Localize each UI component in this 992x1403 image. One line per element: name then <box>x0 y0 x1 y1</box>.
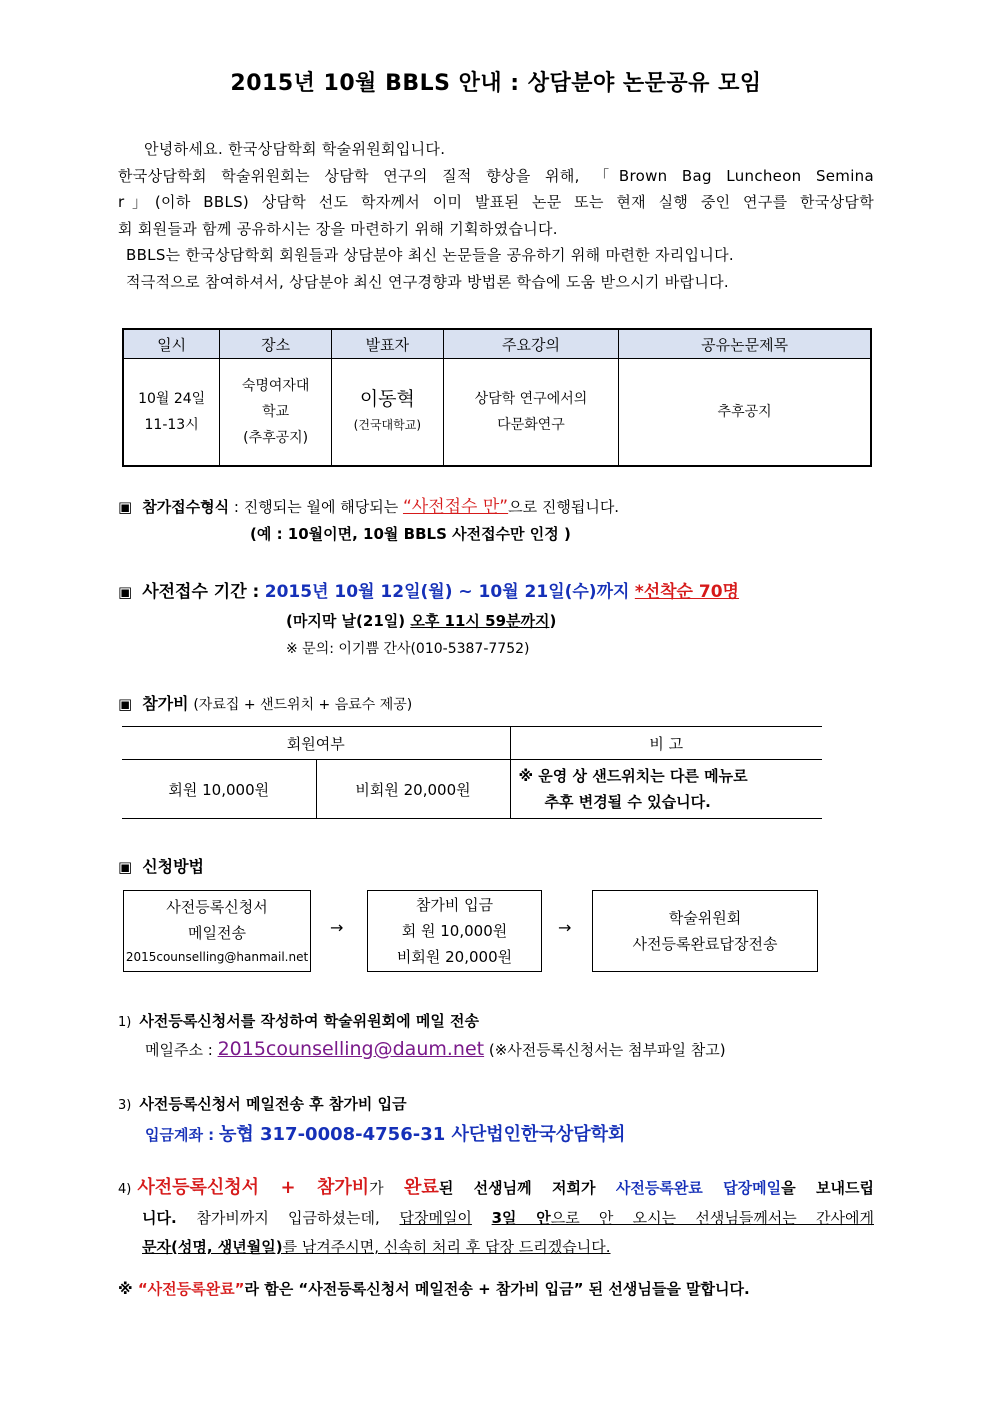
remark-line: ※ 운영 상 샌드위치는 다른 메뉴로 <box>518 767 748 785</box>
step-number: 4) <box>118 1182 132 1197</box>
flow-line: 사전등록신청서 <box>166 898 268 916</box>
schedule-table <box>122 328 872 467</box>
presenter-affiliation: (건국대학교) <box>353 418 421 432</box>
footer-mark: ※ <box>118 1280 133 1298</box>
reg-period-dates: 2015년 10월 12일(월) ~ 10월 21일(수)까지 <box>264 582 630 602</box>
header-membership: 회원여부 <box>122 727 510 760</box>
deadline-text: (마지막 날(21일) <box>286 612 411 630</box>
cell-date <box>123 359 220 467</box>
step4-highlight: 3일 안 <box>491 1209 551 1227</box>
header-place: 장소 <box>220 329 332 359</box>
fee-header-row <box>122 727 822 760</box>
apply-label: 신청방법 <box>142 857 205 876</box>
step4-highlight: 문자(성명, 생년월일) <box>142 1238 283 1256</box>
reg-period-limit: *선착순 70명 <box>634 582 739 602</box>
time-line: 11-13시 <box>144 417 199 433</box>
cell-paper: 추후공지 <box>619 359 871 467</box>
contact-info: ※ 문의: 이기쁨 간사(010-5387-7752) <box>286 641 530 657</box>
mail-note: (※사전등록신청서는 첨부파일 참고) <box>488 1041 726 1059</box>
flow-step-payment <box>367 890 542 972</box>
footer-text: 라 함은 “사전등록신청서 메일전송 + 참가비 입금” 된 선생님들을 말합니다. <box>244 1280 750 1298</box>
header-lecture: 주요강의 <box>443 329 619 359</box>
remark-line: 추후 변경될 수 있습니다. <box>544 793 711 811</box>
fee-note: (자료집 + 샌드위치 + 음료수 제공) <box>193 697 413 713</box>
intro-line: BBLS는 한국상담학회 회원들과 상담분야 최신 논문들을 공유하기 위해 마련한 자리입니다. <box>126 246 734 264</box>
apply-section <box>118 854 204 877</box>
header-presenter: 발표자 <box>331 329 443 359</box>
step4-text: 를 남겨주시면, 신속히 처리 후 답장 드리겠습니다. <box>282 1238 611 1256</box>
fee-table <box>122 726 822 819</box>
step-4 <box>118 1173 874 1262</box>
flow-email: 2015counselling@hanmail.net <box>125 950 309 964</box>
step-number: 1) <box>118 1015 132 1030</box>
step-3 <box>118 1093 407 1114</box>
mail-label: 메일주소 : <box>145 1041 213 1059</box>
step4-highlight: 완료 <box>404 1177 439 1198</box>
lecture-line: 다문화연구 <box>497 417 565 433</box>
reg-format-label: 참가접수형식 <box>142 498 230 516</box>
step-text: 사전등록신청서 메일전송 후 참가비 입금 <box>139 1095 407 1113</box>
fee-member: 회원 10,000원 <box>122 760 316 819</box>
step4-text: 참가비까지 입금하셨는데, <box>196 1209 380 1227</box>
flow-line: 사전등록완료답장전송 <box>632 935 778 953</box>
flow-line: 참가비 입금 <box>415 896 494 914</box>
header-paper: 공유논문제목 <box>619 329 871 359</box>
fee-label: 참가비 <box>142 694 189 713</box>
step4-text: 답장메일이 <box>399 1209 472 1227</box>
step4-text: 가 <box>369 1179 384 1197</box>
cell-lecture <box>443 359 619 467</box>
flow-line: 회 원 10,000원 <box>401 922 508 940</box>
step-1 <box>118 1010 479 1031</box>
fee-section <box>118 691 412 714</box>
step-1-mail <box>145 1038 726 1060</box>
fee-remark <box>510 760 822 819</box>
reg-format-section <box>118 492 619 517</box>
intro-line: r」(이하 BBLS) 상담학 선도 학자께서 이미 발표된 논문 또는 현재 실행 중인 연구를 한국상담학 <box>118 193 874 211</box>
flow-line: 비회원 20,000원 <box>396 948 513 966</box>
email-link[interactable]: 2015counselling@daum.net <box>217 1038 485 1060</box>
section-marker-icon: ▣ <box>118 498 133 516</box>
schedule-header-row <box>123 329 871 359</box>
step-text: 사전등록신청서를 작성하여 학술위원회에 메일 전송 <box>139 1012 480 1030</box>
step-3-account <box>145 1120 625 1146</box>
arrow-icon: → <box>558 918 572 937</box>
intro-line: 적극적으로 참여하셔서, 상담분야 최신 연구경향과 방법론 학습에 도움 받으시기 바랍니다. <box>126 272 729 291</box>
step4-text: 을 보내드립 <box>781 1179 874 1197</box>
flow-step-reply <box>592 890 818 972</box>
place-note: (추후공지) <box>243 430 309 446</box>
intro-line: 한국상담학회 학술위원회는 상담학 연구의 질적 향상을 위해, 「Brown Bag Luncheon Semina <box>118 166 874 185</box>
reg-deadline <box>286 610 556 631</box>
place-line: 숙명여자대 <box>241 378 310 394</box>
header-date: 일시 <box>123 329 220 359</box>
reg-format-example: (예 : 10월이면, 10월 BBLS 사전접수만 인정 ) <box>250 525 571 543</box>
lecture-line: 상담학 연구에서의 <box>474 391 588 407</box>
page-title: 2015년 10월 BBLS 안내 : 상담분야 논문공유 모임 <box>230 71 762 96</box>
section-marker-icon: ▣ <box>118 583 133 601</box>
step4-text: 으로 안 오시는 선생님들께서는 간사에게 <box>550 1209 874 1227</box>
account-number: 농협 317-0008-4756-31 사단법인한국상담학회 <box>218 1124 626 1145</box>
step4-highlight: 사전등록신청서 + 참가비 <box>137 1177 370 1198</box>
footer-note <box>118 1278 750 1299</box>
reg-format-highlight: “사전접수 만” <box>402 497 509 517</box>
header-remark: 비 고 <box>510 727 822 760</box>
footer-highlight: “사전등록완료” <box>137 1280 245 1298</box>
step4-text: 니다. <box>142 1209 177 1227</box>
deadline-text: ) <box>549 612 557 630</box>
reg-period-section <box>118 577 739 602</box>
presenter-name: 이동혁 <box>359 388 415 410</box>
deadline-time: 오후 11시 59분까지 <box>410 612 550 630</box>
intro-line: 회 회원들과 함께 공유하시는 장을 마련하기 위해 기획하였습니다. <box>118 219 558 238</box>
fee-row <box>122 760 822 819</box>
reg-format-text: : 진행되는 월에 해당되는 <box>233 498 399 516</box>
step4-text: 된 선생님께 저희가 <box>438 1179 596 1197</box>
section-marker-icon: ▣ <box>118 695 133 713</box>
reg-format-text: 으로 진행됩니다. <box>508 498 620 516</box>
arrow-icon: → <box>330 918 344 937</box>
cell-place <box>220 359 332 467</box>
date-line: 10월 24일 <box>138 391 206 407</box>
section-marker-icon: ▣ <box>118 858 133 876</box>
flow-step-email <box>123 890 311 972</box>
step-number: 3) <box>118 1098 132 1113</box>
intro-paragraph <box>118 136 874 295</box>
schedule-row <box>123 359 871 467</box>
fee-nonmember: 비회원 20,000원 <box>316 760 510 819</box>
place-line: 학교 <box>262 404 290 420</box>
cell-presenter <box>331 359 443 467</box>
reg-period-label: 사전접수 기간 : <box>142 582 260 602</box>
step4-highlight: 사전등록완료 답장메일 <box>615 1179 782 1197</box>
flow-line: 메일전송 <box>188 924 246 942</box>
flow-line: 학술위원회 <box>668 909 742 927</box>
intro-line: 안녕하세요. 한국상담학회 학술위원회입니다. <box>144 140 446 158</box>
account-label: 입금계좌 : <box>145 1126 215 1144</box>
